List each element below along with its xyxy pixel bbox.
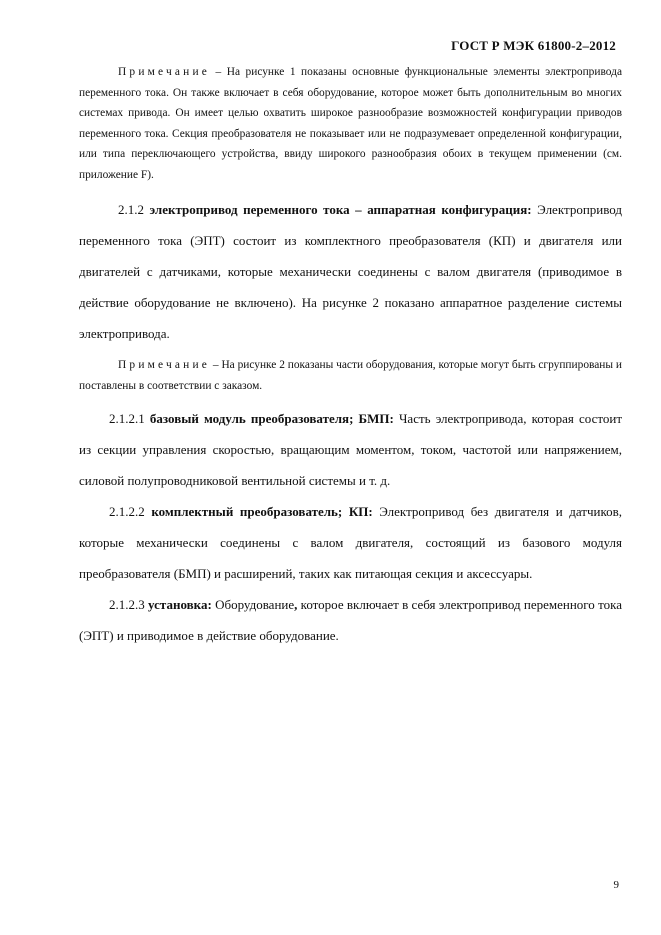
clause-term: базовый модуль преобразователя; БМП: (149, 411, 394, 426)
note-label: Примечание (118, 359, 211, 371)
clause-2-1-2-2 (79, 496, 622, 589)
clause-number: 2.1.2 (118, 202, 150, 217)
clause-number: 2.1.2.2 (109, 504, 152, 519)
clause-term: электропривод переменного тока – аппаратная конфигурация: (149, 202, 532, 217)
clause-definition: Часть электропривода, которая состоит из секции управления скоростью, вращающим моментом, током, частотой или напряжением, силовой полупроводниковой вентильной системы и т. д. (79, 411, 623, 488)
clause-definition-part1: Оборудование (211, 597, 295, 612)
clause-number: 2.1.2.1 (109, 411, 150, 426)
note-text: На рисунке 2 показаны части оборудования, которые могут быть сгруппированы и поставлены в соответствии с заказом. (79, 359, 622, 392)
note-text: На рисунке 1 показаны основные функциональные элементы электропривода переменного тока. Он также включает в себя оборудование, которое может быть дополнительным во многих системах привода. Он имеет целью охватить широкое разнообразие возможностей конфигурации приводов переменного тока. Секция преобразователя не показывает или не подразумевает определенной конфигурации, или типа переключающего устройства, ввиду широкого разнообразия обоих в текущем применении (см. приложение F). (79, 66, 622, 181)
clause-2-1-2-1 (79, 403, 622, 496)
clause-2-1-2-3 (79, 589, 622, 651)
note-figure-1 (79, 62, 622, 185)
note-dash: – (210, 66, 227, 78)
clause-term: установка: (148, 597, 212, 612)
page-body (79, 62, 622, 651)
clause-definition: Электропривод переменного тока (ЭПТ) состоит из комплектного преобразователя (КП) и двигателя или двигателей с датчиками, которые механически соединены с валом двигателя (приводимое в действие оборудование не включено). На рисунке 2 показано аппаратное разделение системы электропривода. (79, 202, 623, 341)
note-label: Примечание (118, 66, 211, 78)
clause-definition: Электропривод без двигателя и датчиков, которые механически соединены с валом двигателя, состоящий из базового модуля преобразователя (БМП) и расширений, таких как питающая секция и аксессуары. (79, 504, 623, 581)
page-number: 9 (613, 879, 619, 891)
clause-2-1-2 (79, 194, 622, 349)
document-code-header: ГОСТ Р МЭК 61800-2–2012 (451, 38, 616, 53)
clause-number: 2.1.2.3 (109, 597, 149, 612)
note-figure-2 (79, 355, 622, 396)
clause-bold-comma: , (294, 597, 298, 612)
clause-term: комплектный преобразователь; КП: (151, 504, 373, 519)
note-dash: – (210, 359, 222, 371)
clause-definition-part2: которое включает в себя электропривод переменного тока (ЭПТ) и приводимое в действие оборудование. (79, 597, 622, 643)
